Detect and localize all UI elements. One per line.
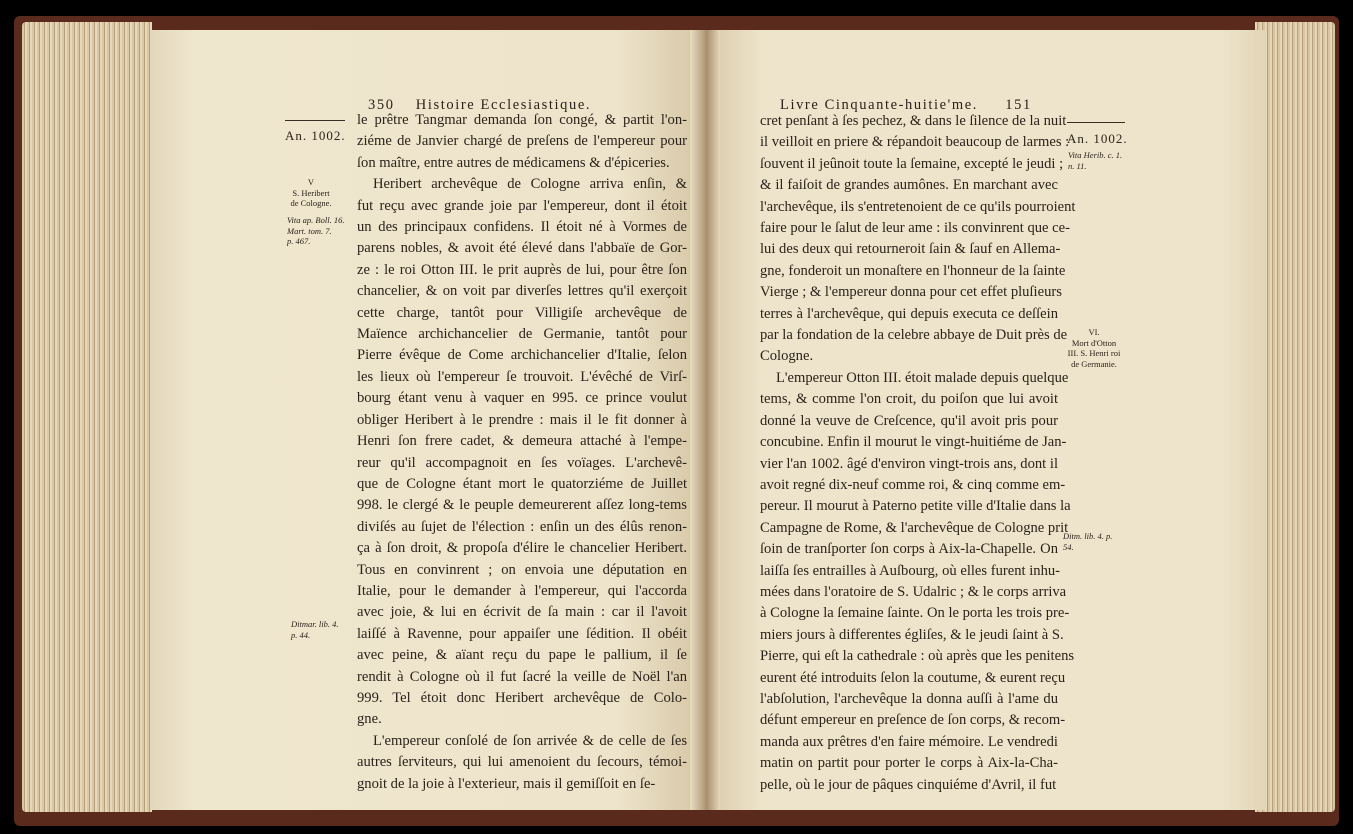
text-line: cret penſant à ſes pechez, & dans le ſilence de la nuit xyxy=(760,113,1067,129)
right-year-rule xyxy=(1067,122,1125,123)
text-line: ze : le roi Otton III. le prit auprès de lui, pour être ſon xyxy=(357,261,687,278)
text-line: tems, & comme l'on croit, du poiſon que lui avoit xyxy=(760,391,1058,408)
text-line: L'empereur Otton III. étoit malade depuis quelque xyxy=(776,369,1069,386)
text-line: matin on partit pour porter le corps à Aix-la-Cha- xyxy=(760,755,1058,772)
left-section-note xyxy=(287,177,335,209)
source-line: p. 467. xyxy=(287,236,311,246)
text-line: L'empereur conſolé de ſon arrivée & de celle de ſes xyxy=(373,732,687,749)
right-year: An. 1002. xyxy=(1067,131,1128,146)
text-line: il veilloit en priere & répandoit beaucoup de larmes : xyxy=(760,134,1070,151)
text-line: ça à ſon droit, & propoſa d'élire le chancelier Heribert. xyxy=(357,540,687,557)
text-line: 998. le clergé & le peuple demeurerent aſſez long-tems xyxy=(357,497,687,514)
text-line: Pierre, qui eſt la cathedrale : où après que les penitens xyxy=(760,648,1075,665)
text-line: cette charge, tantôt pour Villigiſe archevêque de xyxy=(357,304,687,321)
text-line: 999. Tel étoit donc Heribert archevêque de Colo- xyxy=(357,689,687,706)
source-line: Vita ap. Boll. 16. xyxy=(287,215,345,225)
text-line: bourg étant venu à vaquer en 995. ce prince voulut xyxy=(357,390,687,407)
right-section-note xyxy=(1064,327,1124,369)
left-body-text xyxy=(357,110,687,795)
left-source-note xyxy=(287,215,344,247)
text-line: pelle, où le jour de pâques cinquiéme d'Avril, il fut xyxy=(760,776,1057,793)
text-line: diviſés au ſujet de l'élection : enſin un des élûs renon- xyxy=(357,518,687,535)
text-line: donné la veuve de Creſcence, qu'il avoit pris pour xyxy=(760,412,1058,429)
text-line: à Cologne la ſemaine ſainte. On le porta les trois pre- xyxy=(760,605,1070,622)
text-line: avoit regné dix-neuf comme roi, & cinq comme em- xyxy=(760,476,1066,493)
text-line: obliger Heribert à le prendre : mais il le fit donner à xyxy=(357,411,687,428)
text-line: l'archevêque, ils s'entretenoient de ce qu'ils pourroient xyxy=(760,198,1076,215)
text-line: Maïence archichancelier de Germanie, tantôt pour xyxy=(357,326,687,343)
text-line: Heribert archevêque de Cologne arriva enſin, & xyxy=(373,176,687,193)
text-line: ziéme de Janvier chargé de preſens de l'empereur pour xyxy=(357,133,687,150)
left-page-number: 350 xyxy=(368,97,395,113)
text-line: terres à l'archevêque, qui depuis executa ce deſſein xyxy=(760,305,1058,322)
source-line: Ditm. lib. 4. p. xyxy=(1063,531,1113,541)
source-line: Vita Herib. c. 1. xyxy=(1068,150,1123,160)
text-line: Italie, pour le demander à l'empereur, qui l'accorda xyxy=(357,582,687,599)
left-source-note-2 xyxy=(291,619,338,640)
text-line: fut reçu avec grande joie par l'empereur, dont il étoit xyxy=(357,197,687,214)
source-line: p. 44. xyxy=(291,629,311,640)
text-line: que de Cologne étant mort le quatorziéme de Juillet xyxy=(357,475,687,492)
right-page-title: Livre Cinquante-huitie'me. xyxy=(780,97,979,113)
text-line: concubine. Enfin il mourut le vingt-huitiéme de Jan- xyxy=(760,434,1067,451)
text-line: défunt empereur en preſence de ſon corps, & recom- xyxy=(760,712,1066,729)
text-line: gne, fonderoit un monaſtere en l'honneur de la ſainte xyxy=(760,262,1066,279)
source-line: n. 11. xyxy=(1068,160,1087,171)
text-line: Henri ſon frere cadet, & demeura attaché à l'empe- xyxy=(357,433,687,450)
text-line: laiſſa ſes entrailles à Auſbourg, où elles furent inhu- xyxy=(760,562,1061,579)
text-line: les lieux où l'empereur ſe trouvoit. L'évêché de Virſ- xyxy=(357,368,687,385)
text-line: gnoit de la joie à l'exterieur, mais il gemiſſoit en ſe- xyxy=(357,775,656,792)
left-page-title: Histoire Ecclesiastique. xyxy=(415,97,592,113)
text-line: Campagne de Rome, & l'archevêque de Cologne prit xyxy=(760,519,1069,536)
right-source-note xyxy=(1068,150,1122,171)
left-page-edges xyxy=(22,22,152,812)
text-line: lui des deux qui retourneroit ſain & ſauf en Allema- xyxy=(760,241,1061,258)
text-line: Cologne. xyxy=(760,348,814,365)
section-number: VI. xyxy=(1088,327,1100,337)
text-line: vier l'an 1002. âgé d'environ vingt-trois ans, dont il xyxy=(760,455,1058,472)
text-line: & il faiſoit de grandes aumônes. En marchant avec xyxy=(760,177,1058,194)
text-line: avec peine, & aïant reçu du pape le pallium, il ſe xyxy=(357,647,687,664)
text-line: miers jours à differentes égliſes, & le jeudi ſaint à S. xyxy=(760,626,1064,643)
text-line: reur qu'il accompagnoit en ſes voïages. L'archevê- xyxy=(357,454,687,471)
text-line: Vierge ; & l'empereur donna pour cet effet pluſieurs xyxy=(760,284,1062,301)
text-line: autres ſerviteurs, qui lui amenoient du ſecours, témoi- xyxy=(357,754,687,771)
text-line: un des principaux confidens. Il étoit né à Vormes de xyxy=(357,219,687,236)
text-line: gne. xyxy=(357,711,382,728)
text-line: rendit à Cologne où il fut ſacré la veille de Noël l'an xyxy=(357,668,687,685)
text-line: manda aux prêtres d'en faire mémoire. Le vendredi xyxy=(760,733,1058,750)
section-title-line: Mort d'Otton xyxy=(1071,337,1117,348)
text-line: Pierre évêque de Come archichancelier d'Italie, ſelon xyxy=(357,347,687,364)
text-line: l'abſolution, l'archevêque la donna auſſi à l'ame du xyxy=(760,690,1058,707)
text-line: mées dans l'oratoire de S. Udalric ; & le corps arriva xyxy=(760,583,1067,600)
right-page-edges xyxy=(1255,22,1335,812)
text-line: Tous en convinrent ; on envoia une députation en xyxy=(357,561,687,578)
section-number: V xyxy=(307,177,315,187)
left-year-rule xyxy=(285,120,345,121)
right-source-note-2 xyxy=(1063,531,1112,552)
book-gutter xyxy=(690,30,720,810)
source-line: 54. xyxy=(1063,541,1074,552)
source-line: Mart. tom. 7. xyxy=(287,225,332,236)
section-title-line: de Germanie. xyxy=(1071,358,1117,369)
text-line: laiſſé à Ravenne, pour appaiſer une ſédition. Il obéit xyxy=(357,625,687,642)
text-line: ſouvent il jeûnoit toute la ſemaine, excepté le jeudi ; xyxy=(760,155,1064,172)
text-line: faire pour le ſalut de leur ame : ils convinrent que ce- xyxy=(760,220,1070,237)
text-line: avec joie, & lui en écrivit de ſa main : car il l'avoit xyxy=(357,604,687,621)
text-line: par la fondation de la celebre abbaye de Duit près de xyxy=(760,327,1068,344)
left-year: An. 1002. xyxy=(285,128,346,143)
text-line: parens nobles, & avoit été élevé dans l'abbaïe de Gor- xyxy=(357,240,687,257)
source-line: Ditmar. lib. 4. xyxy=(291,619,339,629)
text-line: le prêtre Tangmar demanda ſon congé, & partit l'on- xyxy=(357,112,687,128)
text-line: chancelier, & on voit par diverſes lettres qu'il exerçoit xyxy=(357,283,687,300)
section-title-line: S. Heribert xyxy=(292,187,330,198)
section-title-line: de Cologne. xyxy=(290,198,332,208)
text-line: pereur. Il mourut à Paterno petite ville d'Italie dans la xyxy=(760,498,1071,515)
section-title-line: III. S. Henri roi xyxy=(1067,348,1121,358)
right-page-number: 151 xyxy=(1005,97,1032,113)
text-line: eurent été introduits ſelon la coutume, & eurent reçu xyxy=(760,669,1066,686)
text-line: ſon maître, entre autres de médicamens & d'épiceries. xyxy=(357,154,670,171)
text-line: ſoin de tranſporter ſon corps à Aix-la-Chapelle. On xyxy=(760,541,1058,558)
